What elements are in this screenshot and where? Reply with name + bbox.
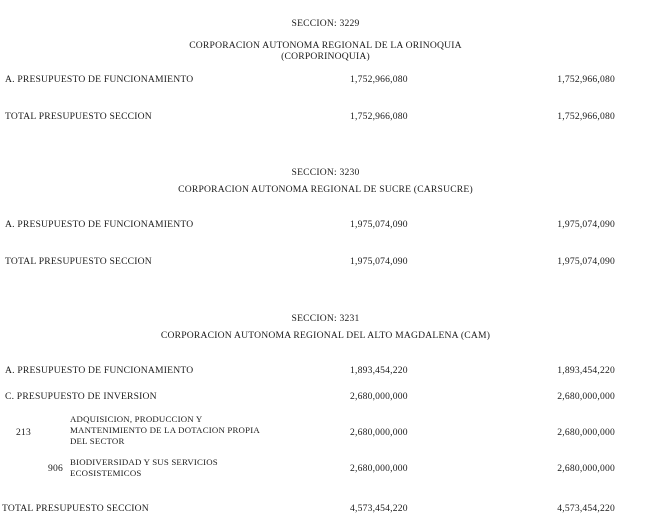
program-description: MANTENIMIENTO DE LA DOTACION PROPIA xyxy=(70,425,260,435)
row-label: TOTAL PRESUPUESTO SECCION xyxy=(5,111,152,122)
row-value-col2: 1,975,074,090 xyxy=(557,256,615,267)
row-label: A. PRESUPUESTO DE FUNCIONAMIENTO xyxy=(5,365,194,376)
row-value-col2: 2,680,000,000 xyxy=(557,463,615,474)
row-value-col1: 1,752,966,080 xyxy=(350,111,408,122)
program-description: DEL SECTOR xyxy=(70,436,125,446)
subprogram-description: ECOSISTEMICOS xyxy=(70,468,142,478)
row-value-col2: 2,680,000,000 xyxy=(557,427,615,438)
row-label: TOTAL PRESUPUESTO SECCION xyxy=(5,256,152,267)
row-label: TOTAL PRESUPUESTO SECCION xyxy=(2,503,149,514)
subprogram-code: 906 xyxy=(48,463,63,474)
program-description: ADQUISICION, PRODUCCION Y xyxy=(70,414,203,424)
entity-name: CORPORACION AUTONOMA REGIONAL DE LA ORINOQUIA xyxy=(189,40,462,51)
row-value-col2: 1,893,454,220 xyxy=(557,365,615,376)
row-label: A. PRESUPUESTO DE FUNCIONAMIENTO xyxy=(5,74,194,85)
row-label: A. PRESUPUESTO DE FUNCIONAMIENTO xyxy=(5,219,194,230)
row-value-col1: 1,975,074,090 xyxy=(350,256,408,267)
entity-name-abbrev: (CORPORINOQUIA) xyxy=(281,51,370,62)
row-value-col1: 1,975,074,090 xyxy=(350,219,408,230)
row-value-col1: 1,752,966,080 xyxy=(350,74,408,85)
row-value-col2: 4,573,454,220 xyxy=(557,503,615,514)
subprogram-description: BIODIVERSIDAD Y SUS SERVICIOS xyxy=(70,457,218,467)
row-value-col1: 1,893,454,220 xyxy=(350,365,408,376)
row-value-col2: 1,975,074,090 xyxy=(557,219,615,230)
section-heading: SECCION: 3230 xyxy=(291,167,360,178)
row-value-col1: 2,680,000,000 xyxy=(350,427,408,438)
row-value-col1: 2,680,000,000 xyxy=(350,463,408,474)
program-code: 213 xyxy=(16,427,31,438)
row-value-col2: 1,752,966,080 xyxy=(557,111,615,122)
row-value-col2: 1,752,966,080 xyxy=(557,74,615,85)
section-heading: SECCION: 3229 xyxy=(291,18,360,29)
row-value-col2: 2,680,000,000 xyxy=(557,391,615,402)
row-value-col1: 4,573,454,220 xyxy=(350,503,408,514)
entity-name: CORPORACION AUTONOMA REGIONAL DEL ALTO MAGDALENA (CAM) xyxy=(160,330,491,341)
row-label: C. PRESUPUESTO DE INVERSION xyxy=(5,391,157,402)
entity-name: CORPORACION AUTONOMA REGIONAL DE SUCRE (CARSUCRE) xyxy=(178,184,473,195)
row-value-col1: 2,680,000,000 xyxy=(350,391,408,402)
section-heading: SECCION: 3231 xyxy=(291,313,360,324)
